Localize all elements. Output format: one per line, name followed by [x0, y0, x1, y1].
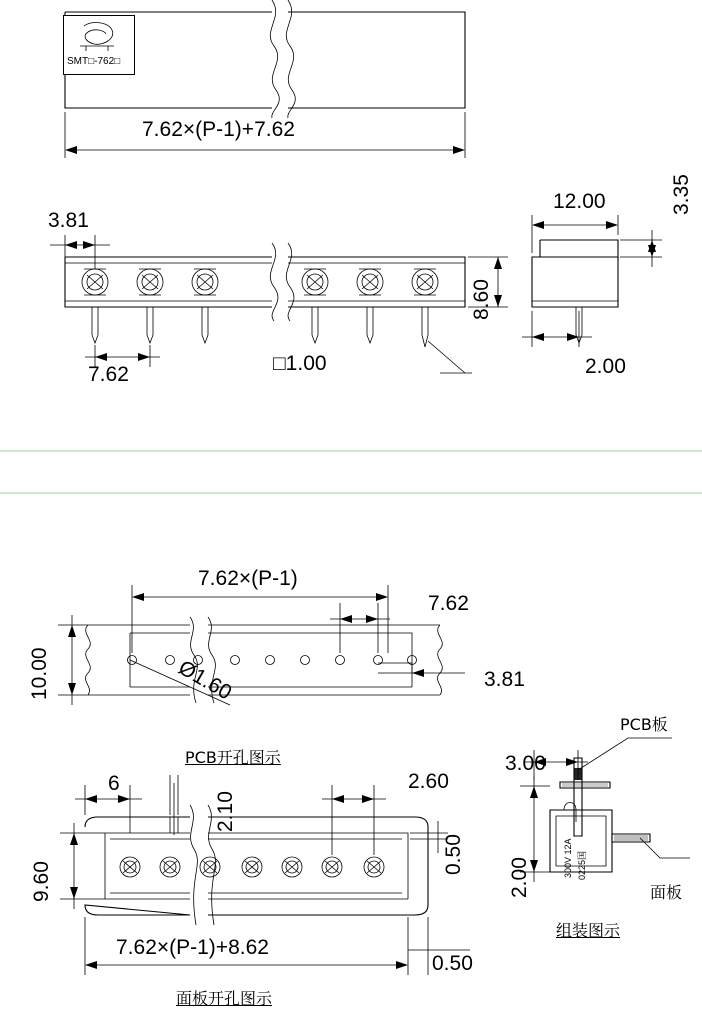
panel-caption: 面板开孔图示 — [176, 989, 273, 1008]
panel-cutout-graphics — [30, 775, 470, 995]
assembly-panel-label: 面板 — [650, 883, 683, 902]
top-overall-length-label: 7.62×(P-1)+7.62 — [142, 118, 295, 141]
panel-right-offset-label: 2.60 — [408, 770, 449, 793]
panel-height-label: 9.60 — [30, 861, 53, 902]
pcb-edge-label: 3.81 — [484, 668, 525, 691]
side-upper-height-label: 3.35 — [670, 174, 693, 215]
logo-label: SMT□-762□ — [67, 56, 121, 67]
pcb-caption: PCB开孔图示 — [185, 748, 281, 767]
front-pitch-label: 7.62 — [88, 363, 129, 386]
assembly-mark-1: 300V 12A — [563, 838, 573, 878]
side-depth-label: 12.00 — [553, 190, 606, 213]
pcb-board-width-label: 10.00 — [28, 647, 51, 700]
side-pin-offset-label: 2.00 — [585, 355, 626, 378]
assembly-pcb-offset-label: 3.00 — [505, 752, 546, 775]
panel-slot-width-label: 2.10 — [214, 791, 237, 832]
pcb-span-label: 7.62×(P-1) — [198, 567, 298, 590]
pcb-pitch-label: 7.62 — [428, 592, 469, 615]
assembly-caption: 组装图示 — [556, 921, 621, 940]
divider-top — [0, 450, 702, 452]
divider-bottom — [0, 492, 702, 494]
panel-cutout-length-label: 7.62×(P-1)+8.62 — [116, 936, 269, 959]
panel-bottom-gap-label: 0.50 — [432, 952, 473, 975]
panel-small-gap-label: 0.50 — [442, 834, 465, 875]
assembly-height-label: 2.00 — [508, 857, 531, 898]
front-body-height-label: 8.60 — [470, 279, 493, 320]
pcb-hole-dia-label: Ø1.60 — [174, 656, 236, 705]
front-pin-size-label: □1.00 — [273, 352, 327, 375]
panel-left-edge-label: 6 — [108, 772, 120, 795]
assembly-mark-2: 0225国 — [577, 850, 587, 880]
pcb-hole-graphics — [30, 575, 470, 745]
assembly-pcb-label: PCB板 — [620, 715, 668, 734]
logo-box — [63, 15, 135, 75]
front-edge-dim-label: 3.81 — [48, 209, 89, 232]
